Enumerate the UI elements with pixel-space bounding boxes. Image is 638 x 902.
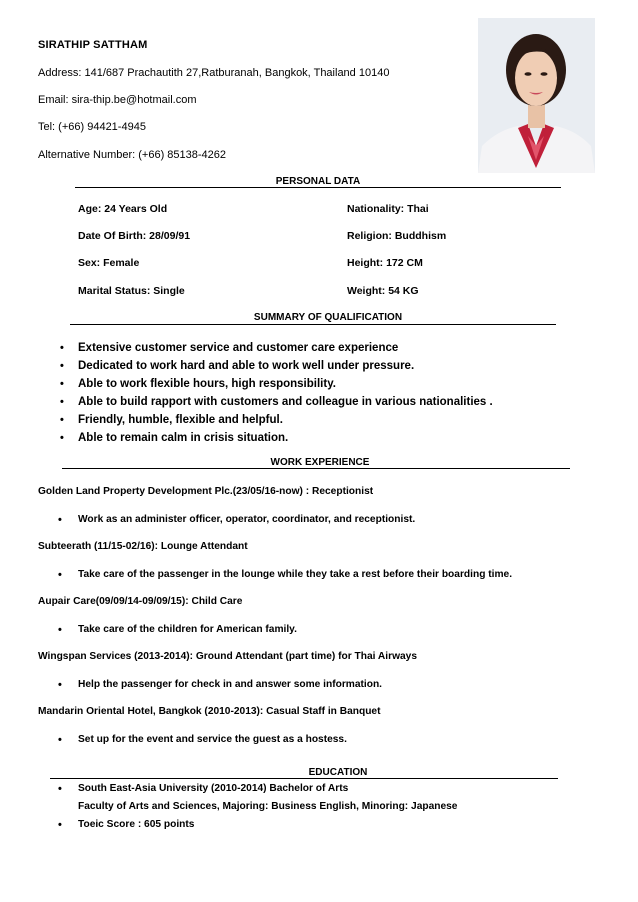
bullet-icon: • xyxy=(58,783,62,795)
profile-photo xyxy=(478,18,595,173)
personal-data-rule xyxy=(75,187,561,188)
list-item: • Able to build rapport with customers and colleague in various nationalities . xyxy=(60,393,493,411)
age: Age: 24 Years Old xyxy=(78,203,168,215)
job-detail-4: • Help the passenger for check in and answer some information. xyxy=(58,679,383,691)
list-item: • Dedicated to work hard and able to work well under pressure. xyxy=(60,357,493,375)
list-item: • Friendly, humble, flexible and helpful. xyxy=(60,411,493,429)
bullet-icon: • xyxy=(58,679,62,691)
education-faculty: Faculty of Arts and Sciences, Majoring: Business English, Minoring: Japanese xyxy=(78,801,458,812)
job-heading-5: Mandarin Oriental Hotel, Bangkok (2010-2013): Casual Staff in Banquet xyxy=(38,706,381,717)
candidate-name: SIRATHIP SATTHAM xyxy=(38,39,148,51)
bullet-icon: • xyxy=(60,342,64,354)
address: Address: 141/687 Prachautith 27,Ratburanah, Bangkok, Thailand 10140 xyxy=(38,67,390,79)
job-detail-2: • Take care of the passenger in the lounge while they take a rest before their boarding time. xyxy=(58,569,513,581)
religion: Religion: Buddhism xyxy=(347,230,447,242)
bullet-icon: • xyxy=(60,414,64,426)
height: Height: 172 CM xyxy=(347,257,423,269)
email: Email: sira-thip.be@hotmail.com xyxy=(38,94,197,106)
education-rule xyxy=(50,778,558,779)
marital-status: Marital Status: Single xyxy=(78,285,185,297)
job-heading-3: Aupair Care(09/09/14-09/09/15): Child Care xyxy=(38,596,243,607)
summary-rule xyxy=(70,324,556,325)
telephone: Tel: (+66) 94421-4945 xyxy=(38,121,146,133)
portrait-image xyxy=(478,18,595,173)
education-title: EDUCATION xyxy=(308,767,368,778)
date-of-birth: Date Of Birth: 28/09/91 xyxy=(78,230,191,242)
bullet-icon: • xyxy=(58,624,62,636)
bullet-icon: • xyxy=(60,432,64,444)
education-toeic: • Toeic Score : 605 points xyxy=(58,819,195,831)
work-rule xyxy=(62,468,570,469)
job-detail-1: • Work as an administer officer, operator, coordinator, and receptionist. xyxy=(58,514,416,526)
job-detail-5: • Set up for the event and service the guest as a hostess. xyxy=(58,734,347,746)
bullet-icon: • xyxy=(60,360,64,372)
job-heading-2: Subteerath (11/15-02/16): Lounge Attendant xyxy=(38,541,248,552)
bullet-icon: • xyxy=(58,514,62,526)
alternative-number: Alternative Number: (+66) 85138-4262 xyxy=(38,149,227,161)
summary-title: SUMMARY OF QUALIFICATION xyxy=(253,312,403,323)
bullet-icon: • xyxy=(58,734,62,746)
sex: Sex: Female xyxy=(78,257,140,269)
list-item: • Able to work flexible hours, high responsibility. xyxy=(60,375,493,393)
work-title: WORK EXPERIENCE xyxy=(270,457,370,468)
bullet-icon: • xyxy=(60,396,64,408)
bullet-icon: • xyxy=(58,569,62,581)
job-detail-3: • Take care of the children for American family. xyxy=(58,624,297,636)
job-heading-4: Wingspan Services (2013-2014): Ground Attendant (part time) for Thai Airways xyxy=(38,651,418,662)
list-item: • Extensive customer service and customer care experience xyxy=(60,339,493,357)
job-heading-1: Golden Land Property Development Plc.(23/05/16-now) : Receptionist xyxy=(38,486,374,497)
list-item: • Able to remain calm in crisis situation. xyxy=(60,429,493,447)
weight: Weight: 54 KG xyxy=(347,285,419,297)
nationality: Nationality: Thai xyxy=(347,203,429,215)
personal-data-title: PERSONAL DATA xyxy=(275,176,361,187)
bullet-icon: • xyxy=(58,819,62,831)
education-university: • South East-Asia University (2010-2014) Bachelor of Arts xyxy=(58,783,349,795)
summary-list xyxy=(60,339,493,447)
bullet-icon: • xyxy=(60,378,64,390)
